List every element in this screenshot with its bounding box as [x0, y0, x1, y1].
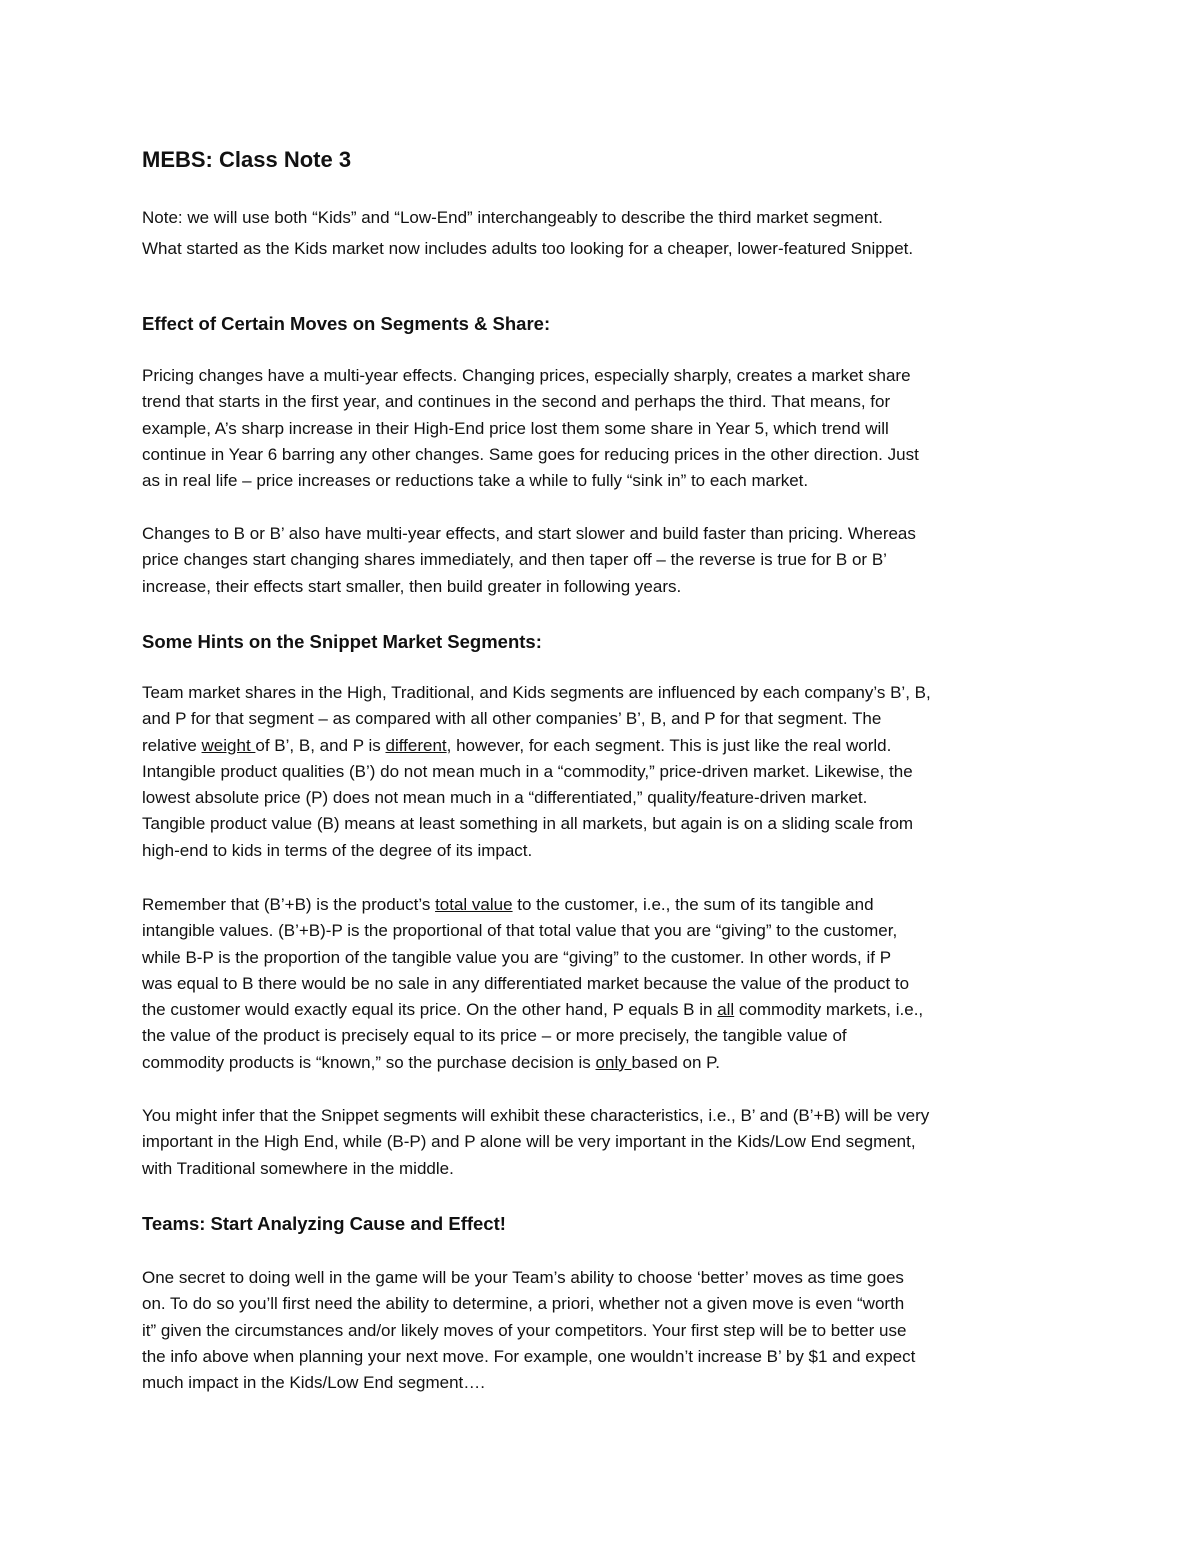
paragraph-pricing-changes: [142, 363, 1062, 494]
underlined-phrase-total-value: total value: [435, 895, 513, 914]
text-line: Tangible product value (B) means at least something in all markets, but again is on a sliding scale from: [142, 814, 914, 834]
paragraph-better-moves: [142, 1265, 1062, 1396]
text-line: One secret to doing well in the game will be your Team’s ability to choose ‘better’ moves as time goes: [142, 1268, 904, 1287]
text-line: example, A’s sharp increase in their High-End price lost them some share in Year 5, which trend will: [142, 418, 889, 438]
underlined-word-different: different: [385, 735, 447, 755]
text-line: much impact in the Kids/Low End segment….: [142, 1373, 485, 1393]
text-run: commodity markets, i.e.,: [734, 1000, 924, 1020]
section-heading-snippet-segments: Some Hints on the Snippet Market Segments:: [142, 631, 542, 652]
text-line: intangible values. (B’+B)-P is the proportional of that total value that you are “giving” to the customer,: [142, 921, 898, 941]
section-heading-cause-and-effect: Teams: Start Analyzing Cause and Effect!: [142, 1213, 506, 1234]
intro-note: [142, 202, 1062, 264]
text-run: to the customer, i.e., the sum of its tangible and: [512, 895, 874, 914]
text-run: based on P.: [631, 1052, 720, 1072]
text-line: You might infer that the Snippet segments will exhibit these characteristics, i.e., B’ and (B’+B) will be very: [142, 1106, 930, 1125]
intro-note-line: What started as the Kids market now includes adults too looking for a cheaper, lower-featured Snippet.: [142, 239, 914, 258]
text-line: the value of the product is precisely equal to its price – or more precisely, the tangible value of: [142, 1026, 847, 1046]
text-line: continue in Year 6 barring any other changes. Same goes for reducing prices in the other direction. Just: [142, 444, 919, 464]
text-line: Team market shares in the High, Traditional, and Kids segments are influenced by each company’s B’, B,: [142, 683, 931, 702]
underlined-word-weight: weight: [201, 735, 256, 755]
intro-note-line: Note: we will use both “Kids” and “Low-End” interchangeably to describe the third market segment.: [142, 208, 883, 227]
text-line: and P for that segment – as compared with all other companies’ B’, B, and P for that segment. The: [142, 709, 882, 729]
section-heading-effect-of-moves: Effect of Certain Moves on Segments & Share:: [142, 313, 551, 334]
text-line: Intangible product qualities (B’) do not mean much in a “commodity,” price-driven market. Likewise, the: [142, 761, 913, 781]
text-line: [142, 733, 1062, 759]
text-line: increase, their effects start smaller, then build greater in following years.: [142, 576, 682, 596]
paragraph-market-shares: [142, 680, 1062, 864]
text-run: , however, for each segment. This is just like the real world.: [446, 735, 892, 755]
text-line: while B-P is the proportion of the tangible value you are “giving” to the customer. In other words, if P: [142, 947, 892, 967]
text-line: as in real life – price increases or reductions take a while to fully “sink in” to each market.: [142, 471, 809, 491]
text-line: important in the High End, while (B-P) and P alone will be very important in the Kids/Low End segment,: [142, 1132, 916, 1152]
paragraph-b-changes: [142, 521, 1062, 600]
text-run: Remember that (B’+B) is the product’s: [142, 895, 436, 914]
text-line: was equal to B there would be no sale in any differentiated market because the value of the product to: [142, 973, 910, 993]
text-run: of B’, B, and P is: [255, 735, 386, 755]
text-line: high-end to kids in terms of the degree of its impact.: [142, 840, 533, 860]
text-line: [142, 997, 1062, 1023]
underlined-word-only: only: [595, 1052, 632, 1072]
text-run: commodity products is “known,” so the purchase decision is: [142, 1052, 596, 1072]
paragraph-snippet-characteristics: [142, 1103, 1062, 1182]
text-line: [142, 892, 1062, 918]
text-line: price changes start changing shares immediately, and then taper off – the reverse is true for B or B’: [142, 550, 887, 570]
text-line: with Traditional somewhere in the middle.: [142, 1158, 454, 1178]
text-line: Changes to B or B’ also have multi-year effects, and start slower and build faster than pricing. Whereas: [142, 524, 916, 543]
underlined-word-all: all: [717, 1000, 735, 1020]
paragraph-total-value: [142, 892, 1062, 1076]
text-line: lowest absolute price (P) does not mean much in a “differentiated,” quality/feature-driven market.: [142, 788, 868, 808]
text-line: it” given the circumstances and/or likely moves of your competitors. Your first step will be to better use: [142, 1320, 907, 1340]
text-line: on. To do so you’ll first need the ability to determine, a priori, whether not a given move is even “worth: [142, 1294, 905, 1314]
text-run: the customer would exactly equal its price. On the other hand, P equals B in: [142, 1000, 718, 1020]
text-line: [142, 1050, 1062, 1076]
text-line: trend that starts in the first year, and continues in the second and perhaps the third. That means, for: [142, 392, 891, 412]
text-line: the info above when planning your next move. For example, one wouldn’t increase B’ by $1 and expect: [142, 1346, 916, 1366]
text-run: relative: [142, 735, 202, 755]
text-line: Pricing changes have a multi-year effects. Changing prices, especially sharply, creates a market share: [142, 366, 911, 385]
document-title: MEBS: Class Note 3: [142, 147, 352, 172]
